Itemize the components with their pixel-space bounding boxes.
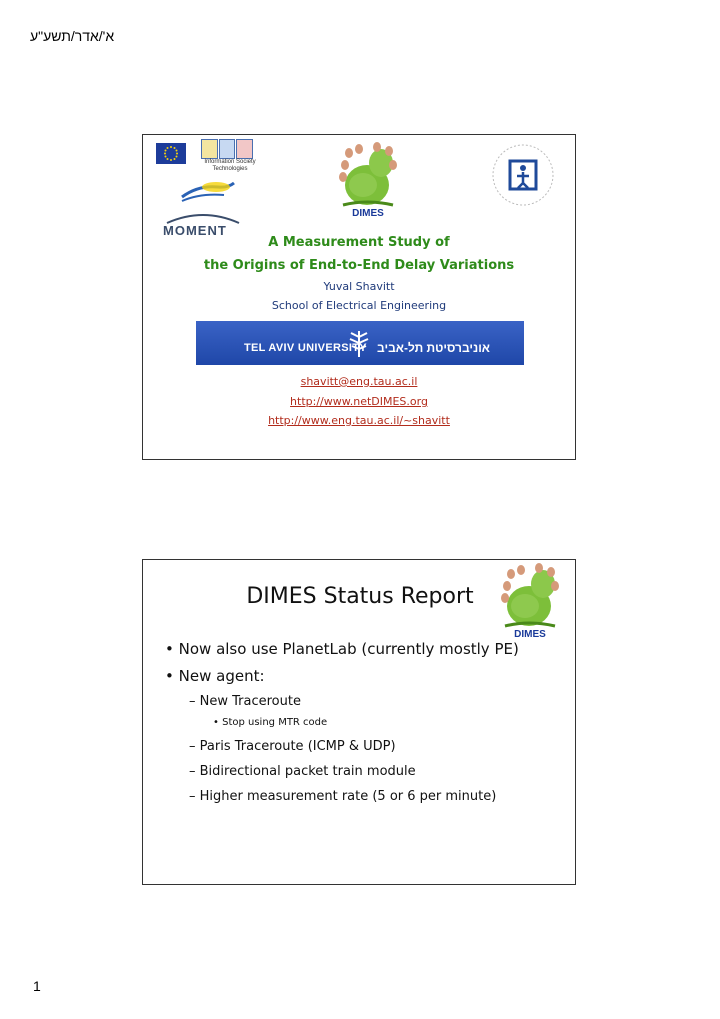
author-name: Yuval Shavitt [323, 280, 395, 293]
page-number: 1 [33, 978, 41, 994]
status-report-slide [142, 559, 576, 885]
tau-emblem-icon [346, 329, 372, 359]
dimes-logo: DIMES [495, 562, 565, 640]
homepage-link[interactable]: http://www.eng.tau.ac.il/~shavitt [268, 414, 450, 427]
sub-sub-bullet-item: • Stop using MTR code [213, 717, 328, 728]
ist-logo-text: Information Society Technologies [204, 159, 256, 172]
sub-bullet-item: – Higher measurement rate (5 or 6 per minute) [189, 789, 497, 804]
sub-bullet-item: – Bidirectional packet train module [189, 764, 416, 779]
slide1-title-line2: the Origins of End-to-End Delay Variations [203, 258, 515, 273]
slide2-title: DIMES Status Report [246, 584, 474, 609]
netdimes-link[interactable]: http://www.netDIMES.org [290, 395, 428, 408]
affiliation: School of Electrical Engineering [271, 299, 447, 312]
email-link[interactable]: shavitt@eng.tau.ac.il [300, 375, 418, 388]
eu-flag-logo [156, 143, 186, 164]
sub-bullet-item: – Paris Traceroute (ICMP & UDP) [189, 739, 396, 754]
dimes-logo: DIMES [333, 141, 403, 219]
title-slide [142, 134, 576, 460]
banner-english-text: TEL AVIV UNIVERSITY [244, 342, 367, 354]
ist-logo [201, 139, 253, 159]
sub-bullet-item: – New Traceroute [189, 694, 301, 709]
anolab-logo [178, 179, 238, 203]
israel-science-foundation-logo [483, 135, 563, 215]
tel-aviv-university-banner [196, 321, 524, 365]
moment-logo: MOMENT [153, 211, 253, 241]
bullet-item: • New agent: [165, 667, 265, 685]
header-date: א'/אדר/תשע"ע [30, 28, 115, 44]
slide1-title-line1: A Measurement Study of [268, 235, 450, 250]
bullet-item: • Now also use PlanetLab (currently mostly PE) [165, 640, 519, 658]
banner-hebrew-text: אוניברסיטת תל-אביב [377, 341, 490, 355]
